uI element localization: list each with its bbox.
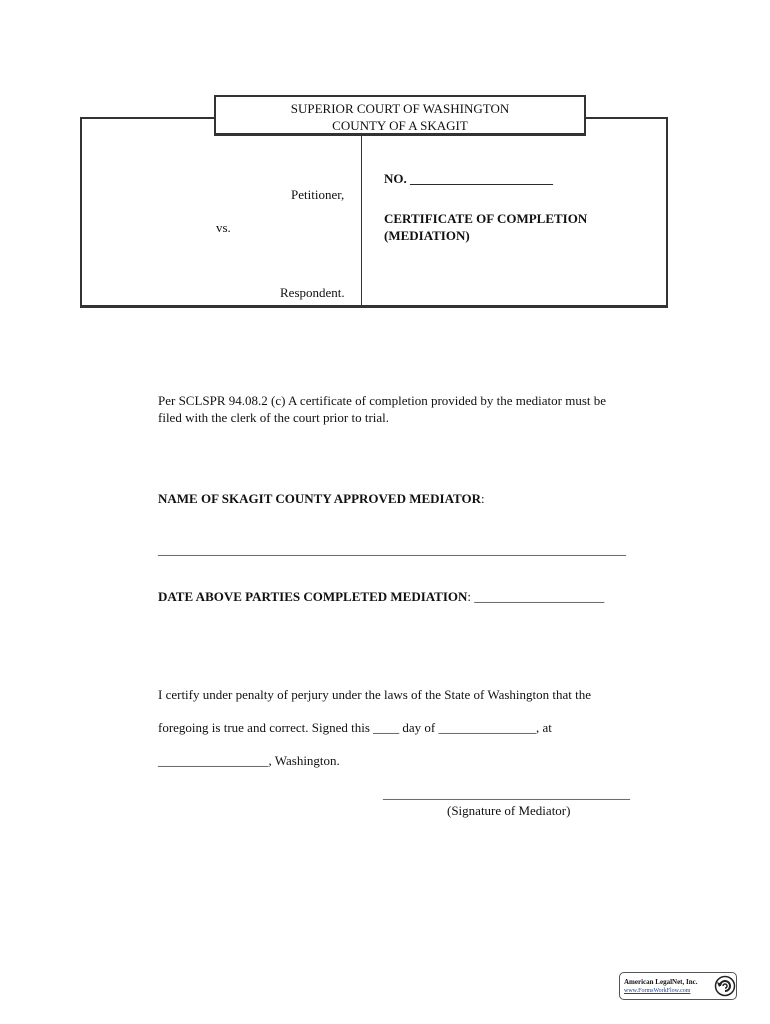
rule-text-line1: Per SCLSPR 94.08.2 (c) A certificate of completion provided by the mediator must be xyxy=(158,393,607,408)
signature-line[interactable]: ______________________________________ xyxy=(383,786,630,801)
mediator-name-label xyxy=(158,491,485,507)
mediation-date-field[interactable]: : ____________________ xyxy=(467,589,605,604)
county-name: COUNTY OF A SKAGIT xyxy=(332,118,468,133)
mediation-date-row xyxy=(158,589,604,605)
mediation-date-label: DATE ABOVE PARTIES COMPLETED MEDIATION xyxy=(158,589,468,604)
mediator-name-heading: NAME OF SKAGIT COUNTY APPROVED MEDIATOR xyxy=(158,491,481,506)
certify-line2[interactable]: foregoing is true and correct. Signed this ____ day of _______________, at xyxy=(158,720,552,735)
rule-text-line2: filed with the clerk of the court prior to trial. xyxy=(158,410,390,425)
mediator-name-field[interactable]: ________________________________________________________________________ xyxy=(158,542,626,557)
company-website-link[interactable]: www.FormsWorkFlow.com xyxy=(624,988,691,994)
mediator-name-colon: : xyxy=(480,491,485,506)
american-legalnet-logo xyxy=(619,972,737,1000)
respondent-label: Respondent. xyxy=(280,285,345,300)
court-header xyxy=(214,95,586,136)
signature-label: (Signature of Mediator) xyxy=(447,803,571,818)
vs-label: vs. xyxy=(216,220,231,235)
caption-divider xyxy=(361,136,362,307)
certify-line1: I certify under penalty of perjury under the laws of the State of Washington that the xyxy=(158,687,591,702)
legalnet-swirl-icon xyxy=(714,975,736,997)
certify-line3[interactable]: _________________, Washington. xyxy=(158,753,340,768)
petitioner-label: Petitioner, xyxy=(291,187,345,202)
court-name: SUPERIOR COURT OF WASHINGTON xyxy=(290,101,510,116)
document-title-line1: CERTIFICATE OF COMPLETION xyxy=(384,211,588,226)
company-name: American LegalNet, Inc. xyxy=(624,978,698,986)
document-title-line2: (MEDIATION) xyxy=(384,228,470,243)
case-number[interactable]: NO. ______________________ xyxy=(384,171,553,186)
